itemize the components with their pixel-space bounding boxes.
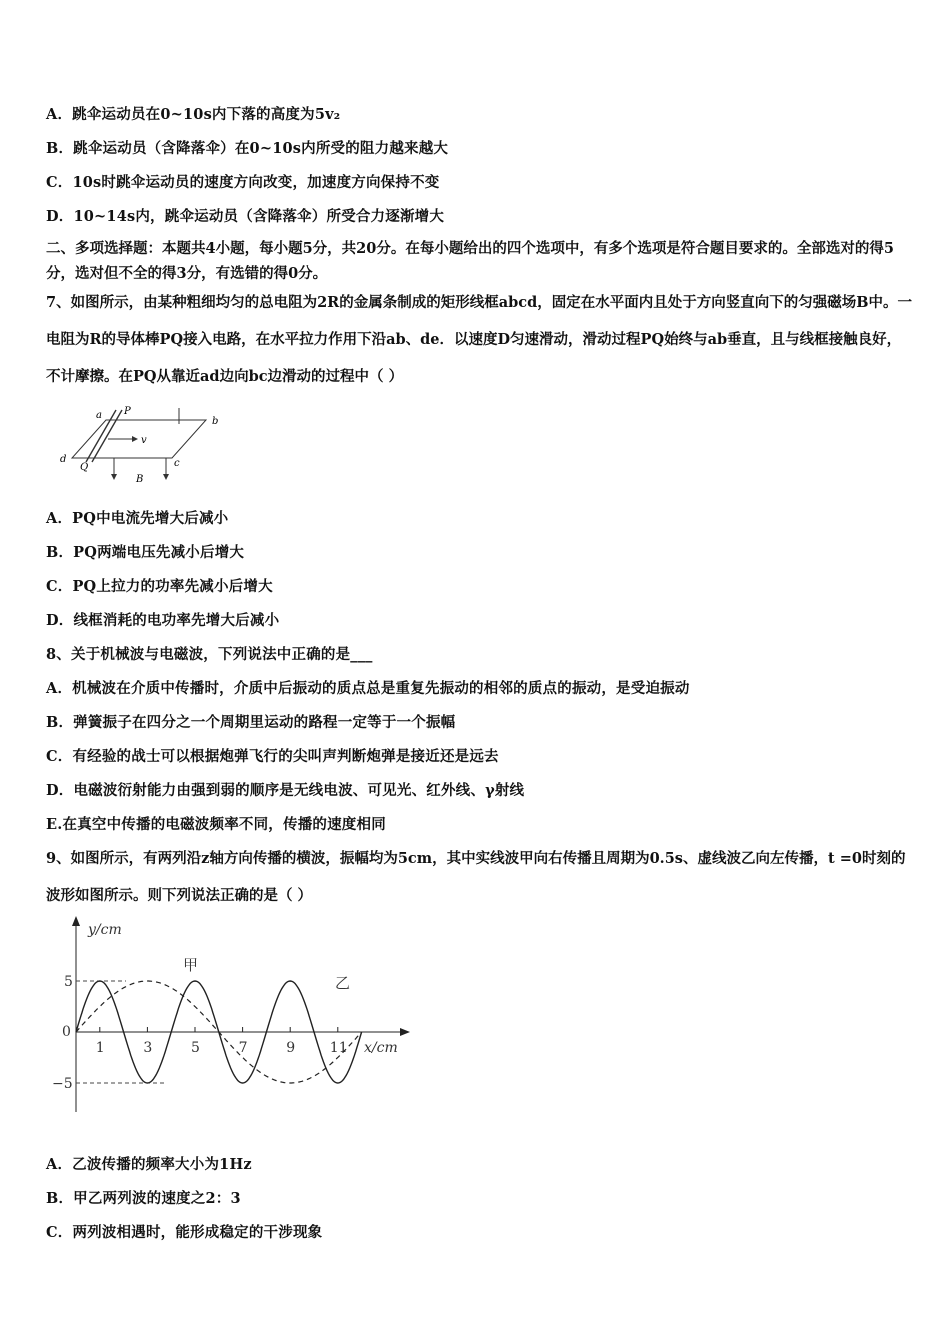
- q9-option-c: C．两列波相遇时，能形成稳定的干涉现象: [46, 1224, 323, 1241]
- q7-stem: 7、如图所示，由某种粗细均匀的总电阻为2R的金属条制成的矩形线框abcd，固定在水平面内且处于方向竖直向下的匀强磁场B中。一电阻为R的导体棒PQ接入电路，在水平拉力作用下沿ab、de．以速度D匀速滑动，滑动过程PQ始终与ab垂直，且与线框接触良好，不计摩擦。在PQ从靠近ad边向bc边滑动的过程中（ ）: [46, 294, 912, 385]
- y-tick-neg5: −5: [52, 1076, 73, 1092]
- q7-option-a: A．PQ中电流先增大后减小: [46, 510, 229, 527]
- q8-option-d: D．电磁波衍射能力由强到弱的顺序是无线电波、可见光、红外线、γ射线: [46, 782, 525, 799]
- x-axis-arrow: [400, 1028, 410, 1036]
- q7-option-b: B．PQ两端电压先减小后增大: [46, 544, 245, 561]
- q7-figure: [56, 402, 226, 492]
- origin-label: 0: [62, 1024, 71, 1040]
- q7-label-bfield: B: [136, 474, 144, 485]
- q7-label-c: c: [174, 458, 180, 469]
- x-axis-label: x/cm: [364, 1040, 398, 1056]
- x-tick-label: 9: [286, 1040, 296, 1056]
- q6-option-c: C．10s时跳伞运动员的速度方向改变，加速度方向保持不变: [46, 174, 440, 191]
- q7-label-a: a: [96, 410, 102, 421]
- q7-label-v: v: [141, 435, 147, 446]
- q9-stem: 9、如图所示，有两列沿z轴方向传播的横波，振幅均为5cm，其中实线波甲向右传播且周期为0.5s、虚线波乙向左传播，t =0时刻的波形如图所示。则下列说法正确的是（ ）: [46, 850, 906, 904]
- q9-option-b: B．甲乙两列波的速度之2：3: [46, 1190, 241, 1207]
- y-axis-label: y/cm: [88, 922, 122, 938]
- q7-label-d: d: [60, 454, 67, 465]
- q9-option-a: A．乙波传播的频率大小为1Hz: [46, 1156, 252, 1173]
- x-tick-label: 11: [329, 1040, 348, 1056]
- q7-label-q: Q: [80, 462, 89, 473]
- q9-wave-graph: [40, 912, 420, 1120]
- q7-label-p: P: [124, 406, 131, 417]
- x-tick-label: 7: [238, 1040, 248, 1056]
- section-2-instructions: 二、多项选择题：本题共4小题，每小题5分，共20分。在每小题给出的四个选项中，有多个选项是符合题目要求的。全部选对的得5分，选对但不全的得3分，有选错的得0分。: [46, 240, 894, 282]
- x-tick-label: 5: [191, 1040, 200, 1056]
- q7-option-d: D．线框消耗的电功率先增大后减小: [46, 612, 280, 629]
- q6-option-b: B．跳伞运动员（含降落伞）在0~10s内所受的阻力越来越大: [46, 140, 449, 157]
- q8-option-c: C．有经验的战士可以根据炮弹飞行的尖叫声判断炮弹是接近还是远去: [46, 748, 499, 765]
- y-tick-5: 5: [64, 974, 73, 990]
- y-axis-arrow: [72, 916, 80, 926]
- q8-option-b: B．弹簧振子在四分之一个周期里运动的路程一定等于一个振幅: [46, 714, 456, 731]
- q8-option-e: E.在真空中传播的电磁波频率不同，传播的速度相同: [46, 816, 386, 833]
- x-tick-label: 3: [143, 1040, 153, 1056]
- label-jia: 甲: [183, 956, 199, 974]
- q8-option-a: A．机械波在介质中传播时，介质中后振动的质点总是重复先振动的相邻的质点的振动，是受迫振动: [46, 680, 690, 697]
- label-yi: 乙: [335, 974, 351, 992]
- x-tick-label: 1: [95, 1040, 105, 1056]
- q6-option-d: D．10~14s内，跳伞运动员（含降落伞）所受合力逐渐增大: [46, 208, 445, 225]
- q6-option-a: A．跳伞运动员在0~10s内下落的高度为5v₂: [46, 106, 341, 123]
- q8-stem: 8、关于机械波与电磁波，下列说法中正确的是___: [46, 646, 373, 663]
- q7-option-c: C．PQ上拉力的功率先减小后增大: [46, 578, 273, 595]
- q7-label-b: b: [212, 416, 219, 427]
